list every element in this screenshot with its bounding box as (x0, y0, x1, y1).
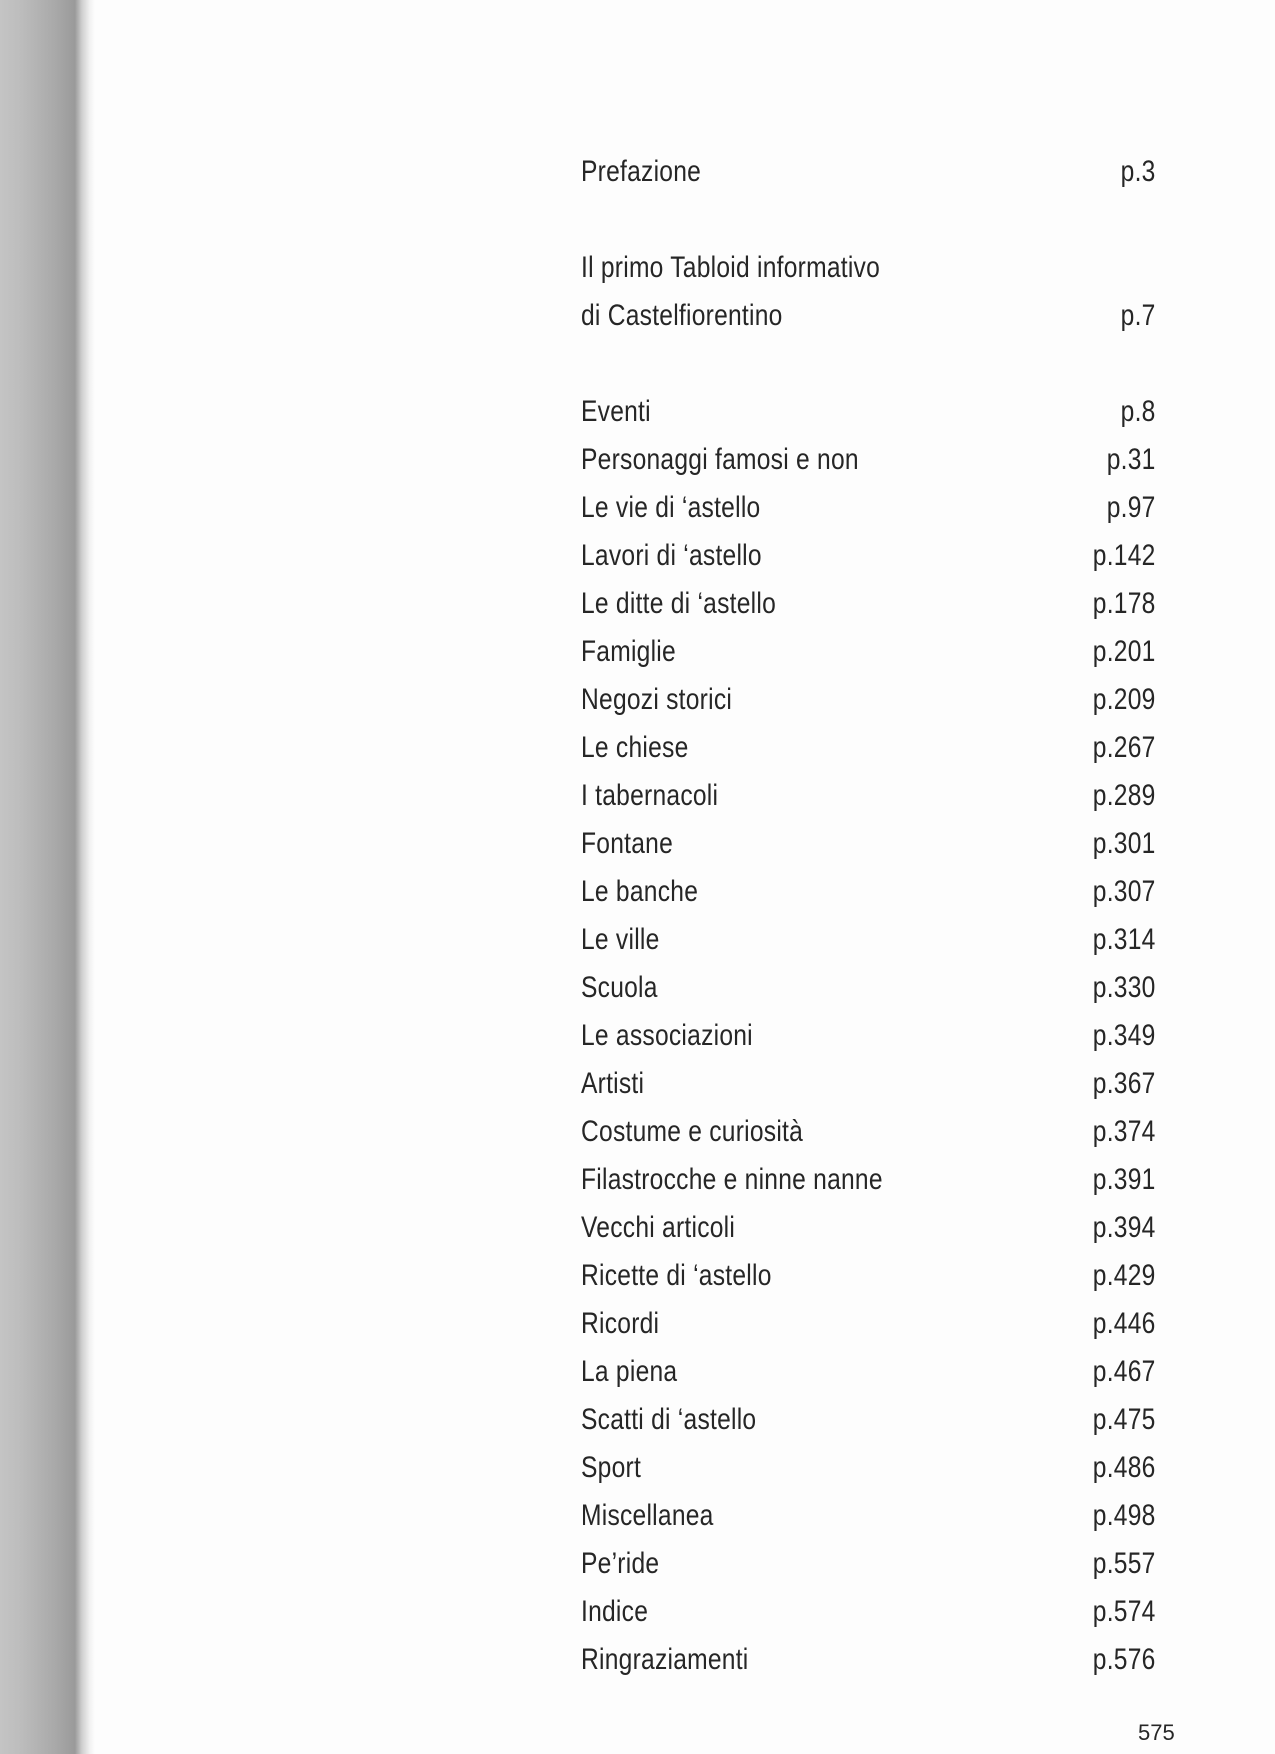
toc-entry-title: Personaggi famosi e non (581, 443, 859, 476)
toc-entry-page: p.289 (1093, 779, 1156, 812)
toc-entry (581, 1300, 1156, 1348)
toc-entry (581, 1060, 1156, 1108)
toc-entry (581, 724, 1156, 772)
toc-entry-page: p.301 (1093, 827, 1156, 860)
toc-entry-title: Fontane (581, 827, 673, 860)
toc-entry-page: p.475 (1093, 1403, 1156, 1436)
toc-entry (581, 1156, 1156, 1204)
toc-entry (581, 868, 1156, 916)
toc-entry (581, 1204, 1156, 1252)
toc-entry-page: p.574 (1093, 1595, 1156, 1628)
toc-entry-title: Negozi storici (581, 683, 733, 716)
page-number: 575 (1138, 1720, 1175, 1745)
toc-entry-title (581, 244, 880, 340)
toc-entry (581, 1396, 1156, 1444)
toc-entry-page: p.557 (1093, 1547, 1156, 1580)
toc-entry-title: Prefazione (581, 155, 702, 188)
toc-entry (581, 1540, 1156, 1588)
toc-entry-title: Ringraziamenti (581, 1643, 749, 1676)
toc-entry-page: p.391 (1093, 1163, 1156, 1196)
toc-entry-title: Pe’ride (581, 1547, 660, 1580)
toc-entry (581, 772, 1156, 820)
toc-entry-title: Eventi (581, 395, 651, 428)
toc-entry-page: p.330 (1093, 971, 1156, 1004)
toc-entry (581, 532, 1156, 580)
toc-entry (581, 148, 1156, 196)
toc-entry-title: Le chiese (581, 731, 689, 764)
toc-entry (581, 484, 1156, 532)
toc-entry-title: Filastrocche e ninne nanne (581, 1163, 883, 1196)
toc-entry-title: Miscellanea (581, 1499, 714, 1532)
toc-entry-page: p.8 (1121, 395, 1156, 428)
toc-entry (581, 1636, 1156, 1684)
table-of-contents (581, 148, 1156, 1684)
toc-entry-title: Le ditte di ‘astello (581, 587, 777, 620)
toc-entry-page: p.31 (1107, 443, 1156, 476)
toc-entry-page: p.201 (1093, 635, 1156, 668)
toc-entry-page: p.3 (1121, 155, 1156, 188)
toc-entry (581, 1012, 1156, 1060)
toc-entry-page: p.178 (1093, 587, 1156, 620)
toc-entry-title: Le banche (581, 875, 699, 908)
toc-entry-title-line-2: di Castelfiorentino (581, 299, 783, 332)
toc-entry-title: Scuola (581, 971, 658, 1004)
toc-spacer (581, 340, 1156, 388)
toc-entry-title: Sport (581, 1451, 642, 1484)
toc-entry-title: La piena (581, 1355, 678, 1388)
toc-entry (581, 1252, 1156, 1300)
toc-entry-page: p.267 (1093, 731, 1156, 764)
toc-entry (581, 1108, 1156, 1156)
toc-entry-page: p.374 (1093, 1115, 1156, 1148)
toc-entry-page: p.486 (1093, 1451, 1156, 1484)
toc-entry-title: Lavori di ‘astello (581, 539, 762, 572)
toc-entry (581, 1348, 1156, 1396)
toc-entry (581, 436, 1156, 484)
toc-entry-page: p.498 (1093, 1499, 1156, 1532)
toc-entry-page: p.467 (1093, 1355, 1156, 1388)
toc-entry (581, 676, 1156, 724)
toc-entry-page: p.349 (1093, 1019, 1156, 1052)
toc-entry-title: Costume e curiosità (581, 1115, 804, 1148)
toc-entry-title: Ricette di ‘astello (581, 1259, 772, 1292)
toc-entry-page: p.446 (1093, 1307, 1156, 1340)
toc-entry (581, 580, 1156, 628)
toc-entry-page: p.142 (1093, 539, 1156, 572)
toc-entry (581, 916, 1156, 964)
toc-entry-page: p.394 (1093, 1211, 1156, 1244)
toc-entry-title: Artisti (581, 1067, 645, 1100)
binding-shadow (0, 0, 95, 1754)
toc-entry (581, 1492, 1156, 1540)
toc-entry-page: p.307 (1093, 875, 1156, 908)
toc-entry (581, 1444, 1156, 1492)
toc-entry-title: Le ville (581, 923, 660, 956)
toc-entry-page: p.314 (1093, 923, 1156, 956)
toc-entry-page: p.7 (1121, 299, 1156, 332)
toc-entry-title: Vecchi articoli (581, 1211, 736, 1244)
toc-entry-title: Ricordi (581, 1307, 660, 1340)
toc-entry-page: p.367 (1093, 1067, 1156, 1100)
toc-entry (581, 244, 1156, 340)
toc-entry-page: p.576 (1093, 1643, 1156, 1676)
toc-entry-page: p.209 (1093, 683, 1156, 716)
toc-entry-title: Scatti di ‘astello (581, 1403, 757, 1436)
toc-entry-title: Le associazioni (581, 1019, 753, 1052)
toc-entry (581, 388, 1156, 436)
toc-entry (581, 628, 1156, 676)
toc-entry-page: p.429 (1093, 1259, 1156, 1292)
toc-entry (581, 964, 1156, 1012)
toc-entry (581, 1588, 1156, 1636)
toc-entry-title: Famiglie (581, 635, 676, 668)
toc-spacer (581, 196, 1156, 244)
toc-entry-title-line-1: Il primo Tabloid informativo (581, 251, 881, 284)
toc-entry-title: I tabernacoli (581, 779, 719, 812)
toc-entry-title: Indice (581, 1595, 649, 1628)
toc-entry-title: Le vie di ‘astello (581, 491, 761, 524)
toc-entry (581, 820, 1156, 868)
toc-entry-page: p.97 (1107, 491, 1156, 524)
